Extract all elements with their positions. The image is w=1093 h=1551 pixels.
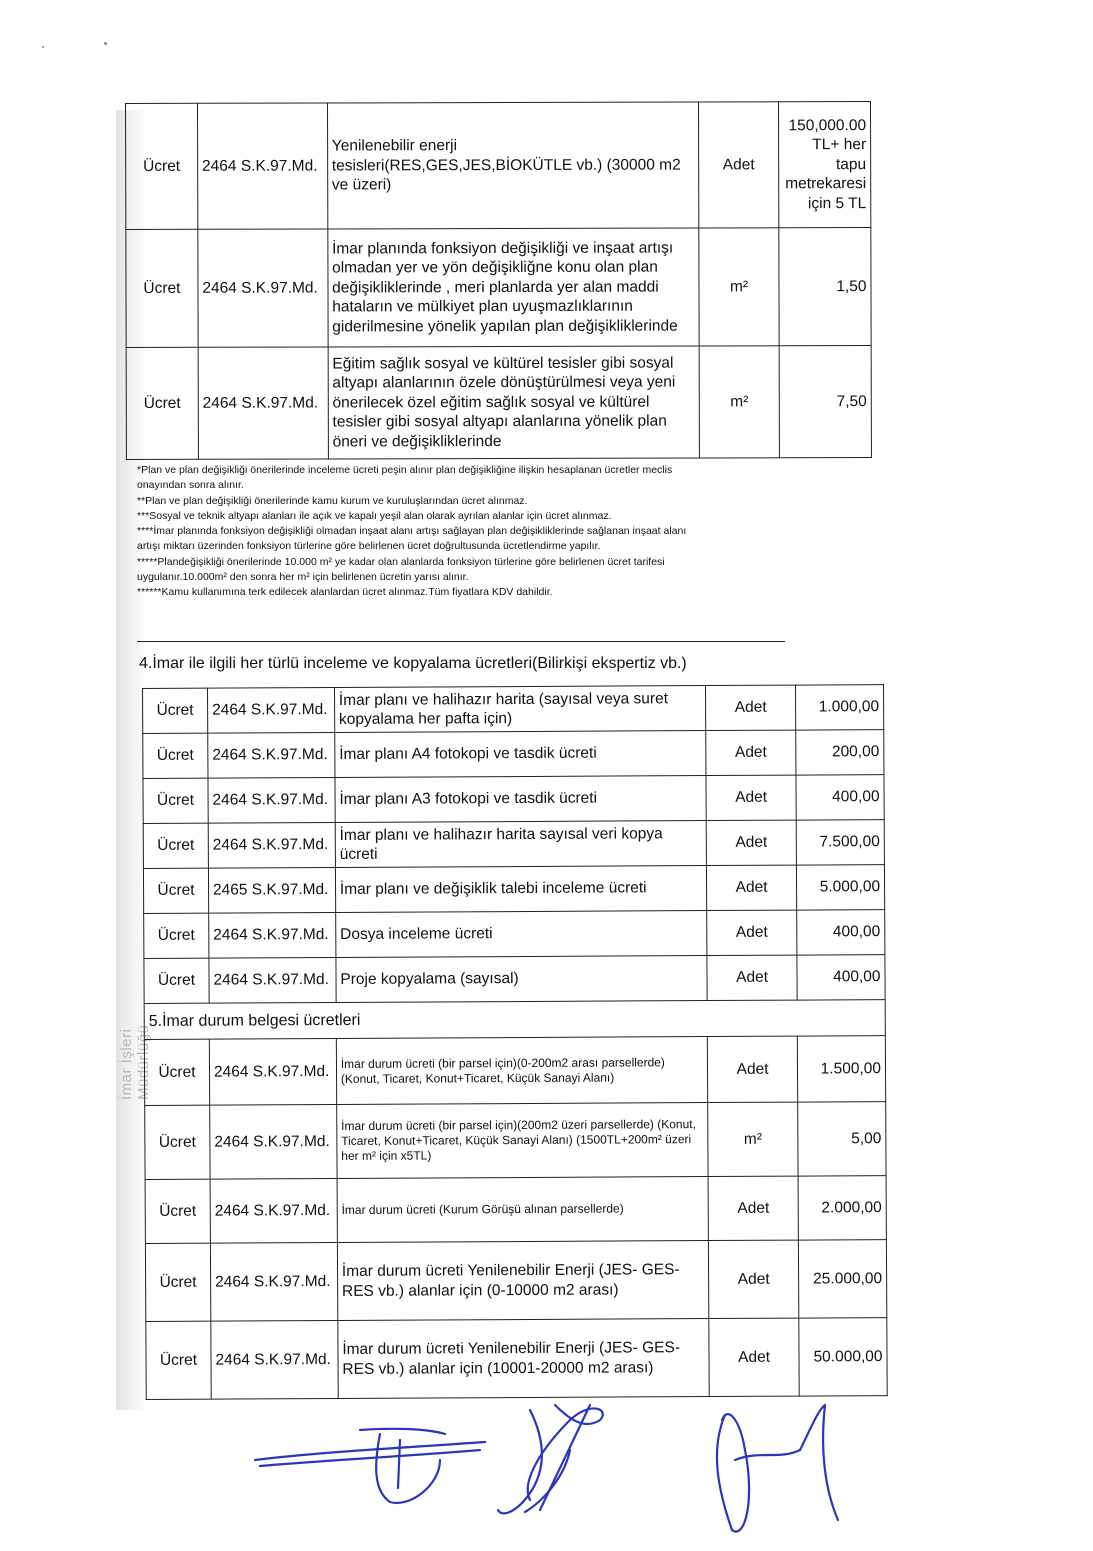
fee-unit: Adet [706, 730, 796, 775]
table-row [144, 1036, 885, 1106]
signature-middle [498, 1405, 603, 1513]
table-row [145, 1102, 886, 1180]
footnote-line: ******Kamu kullanımına terk edilecek alanlardan ücret alınmaz.Tüm fiyatlara KDV dahildir. [137, 586, 553, 599]
signature-left [255, 1429, 485, 1503]
fee-unit: Adet [707, 955, 797, 1000]
law-reference: 2464 S.K.97.Md. [209, 912, 336, 958]
fee-unit: m² [708, 1102, 798, 1176]
footnote-line: *****Plandeğişikliği önerilerinde 10.000 m² ye kadar olan alanlarda fonksiyon türlerine göre belirlenen ücret tarifesi [137, 555, 665, 568]
fee-type: Ücret [144, 958, 209, 1003]
fee-type: Ücret [144, 913, 209, 958]
law-reference: 2464 S.K.97.Md. [209, 1038, 336, 1105]
fee-amount: 25.000,00 [798, 1240, 886, 1318]
fee-description: Proje kopyalama (sayısal) [336, 956, 708, 1003]
fee-description: Eğitim sağlık sosyal ve kültürel tesisler gibi sosyal altyapı alanlarının özele dönüştürülmesi veya yeni önerilecek özel eğitim sağlık sosyal ve kültürel tesisler gibi sosyal altyapı alanlarına yönelik plan öneri ve değişikliklerinde [328, 346, 700, 459]
footnote-line: artışı miktarı üzerinden fonksiyon türlerine göre belirlenen ücret doğrultusunda ücretlendirme yapılır. [137, 540, 601, 553]
table-row [144, 910, 885, 959]
fee-type: Ücret [143, 688, 208, 733]
fee-unit: m² [699, 228, 779, 346]
table-row [126, 102, 871, 230]
fee-description: İmar planı A3 fotokopi ve tasdik ücreti [335, 776, 707, 823]
table-row [143, 820, 884, 869]
table-row [126, 346, 871, 460]
fee-type: Ücret [126, 229, 198, 347]
fee-type: Ücret [143, 823, 208, 868]
fee-unit: m² [699, 346, 779, 458]
footnote-line: onayından sonra alınır. [137, 479, 244, 492]
fee-amount: 150,000.00 TL+ her tapu metrekaresi için 5 TL [778, 102, 870, 228]
footnotes [137, 463, 787, 601]
fee-description: İmar planında fonksiyon değişikliği ve inşaat artışı olmadan yer ve yön değişikliğne konu olan plan değişikliklerinde , meri planlarda yer alan maddi hataların ve mülkiyet plan uyuşmazlıklarının giderilmesine yönelik yapılan plan değişikliklerinde [328, 228, 700, 347]
fee-unit: Adet [706, 775, 796, 820]
fee-unit: Adet [707, 865, 797, 910]
divider [137, 641, 785, 642]
law-reference: 2464 S.K.97.Md. [198, 347, 328, 459]
fee-unit: Adet [699, 102, 779, 228]
law-reference: 2464 S.K.97.Md. [210, 1178, 337, 1243]
footnote-line: *Plan ve plan değişikliği önerilerinde inceleme ücreti peşin alınır plan değişikliğine ilişkin hesaplanan ücretler meclis [137, 464, 673, 476]
law-reference: 2464 S.K.97.Md. [210, 1242, 337, 1321]
fee-unit: Adet [708, 1176, 798, 1240]
fee-description: İmar durum ücreti (Kurum Görüşü alınan parsellerde) [337, 1177, 709, 1243]
fee-type: Ücret [143, 868, 208, 913]
footnote-line: ***Sosyal ve teknik altyapı alanları ile açık ve kapalı yeşil alan olarak ayrılan alanlar için ücret alınmaz. [137, 509, 612, 522]
stamp-vertical-text: İmar İşleri Müdürlüğü [118, 1024, 152, 1100]
footnote-line: uygulanır.10.000m² den sonra her m² için belirlenen ücretin yarısı alınır. [137, 571, 469, 584]
table-row [143, 775, 884, 824]
fee-description: Yenilenebilir enerji tesisleri(RES,GES,JES,BİOKÜTLE vb.) (30000 m2 ve üzeri) [327, 102, 699, 229]
fee-type: Ücret [146, 1321, 211, 1399]
fee-unit: Adet [709, 1318, 799, 1396]
fee-type: Ücret [145, 1105, 210, 1179]
fee-type: Ücret [143, 778, 208, 823]
law-reference: 2464 S.K.97.Md. [207, 687, 334, 733]
table-row [146, 1318, 887, 1400]
footnote-line: **Plan ve plan değişikliği önerilerinde kamu kurum ve kuruluşlarından ücret alınmaz. [137, 494, 528, 507]
law-reference: 2464 S.K.97.Md. [197, 103, 327, 229]
fee-unit: Adet [706, 820, 796, 865]
table-row [144, 955, 885, 1004]
table-row [126, 228, 871, 348]
fee-amount: 50.000,00 [799, 1318, 887, 1396]
fee-description: İmar planı ve değişiklik talebi inceleme ücreti [335, 866, 707, 913]
signatures [240, 1390, 860, 1540]
fee-amount: 400,00 [797, 955, 885, 1000]
fee-type: Ücret [145, 1179, 210, 1243]
fee-amount: 400,00 [797, 910, 885, 955]
fee-description: İmar planı ve halihazır harita (sayısal veya suret kopyalama her pafta için) [334, 686, 706, 733]
section-row [144, 1000, 885, 1040]
law-reference: 2464 S.K.97.Md. [209, 957, 336, 1003]
fee-amount: 1,50 [779, 228, 871, 346]
fee-amount: 7,50 [779, 346, 871, 458]
table-row [143, 865, 884, 914]
fee-amount: 1.500,00 [797, 1036, 885, 1102]
fee-description: İmar durum ücreti Yenilenebilir Enerji (JES- GES-RES vb.) alanlar için (0-10000 m2 arası) [337, 1241, 709, 1321]
fee-type: Ücret [126, 103, 198, 229]
fee-unit: Adet [706, 685, 796, 730]
law-reference: 2464 S.K.97.Md. [211, 1320, 338, 1399]
law-reference: 2464 S.K.97.Md. [208, 822, 335, 868]
fee-amount: 1.000,00 [795, 685, 883, 730]
section-4-title: 4.İmar ile ilgili her türlü inceleme ve kopyalama ücretleri(Bilirkişi ekspertiz vb.) [139, 655, 687, 672]
fee-unit: Adet [709, 1240, 799, 1318]
signature-right [717, 1405, 838, 1532]
table-row [145, 1240, 886, 1322]
fee-amount: 5,00 [798, 1102, 886, 1176]
fee-unit: Adet [707, 910, 797, 955]
fee-unit: Adet [707, 1036, 797, 1102]
fee-description: İmar durum ücreti (bir parsel için)(0-200m2 arası parsellerde) (Konut, Ticaret, Konut+Ticaret, Küçük Sanayi Alanı) [336, 1037, 708, 1105]
scan-speck [104, 42, 107, 45]
fee-description: İmar durum ücreti (bir parsel için)(200m2 üzeri parsellerde) (Konut, Ticaret, Konut+Ticaret, Küçük Sanayi Alanı) (1500TL+200m² üzeri her m² için x5TL) [337, 1103, 709, 1179]
law-reference: 2464 S.K.97.Md. [210, 1104, 337, 1179]
law-reference: 2465 S.K.97.Md. [208, 867, 335, 913]
section-5-title: 5.İmar durum belgesi ücretleri [144, 1000, 885, 1040]
footnote-line: ****İmar planında fonksiyon değişikliği olmadan inşaat alanı artışı sağlayan plan değişikliklerinde sağlanan inşaat alanı [137, 525, 687, 538]
fee-description: Dosya inceleme ücreti [336, 911, 708, 958]
fee-table-plan-changes [125, 101, 872, 460]
fee-type: Ücret [144, 1039, 209, 1105]
table-row [143, 730, 884, 779]
fee-type: Ücret [126, 347, 198, 459]
fee-amount: 2.000,00 [798, 1176, 886, 1240]
law-reference: 2464 S.K.97.Md. [208, 777, 335, 823]
table-row [145, 1176, 886, 1244]
law-reference: 2464 S.K.97.Md. [198, 229, 328, 347]
law-reference: 2464 S.K.97.Md. [208, 732, 335, 778]
table-row [143, 685, 884, 734]
fee-description: İmar planı ve halihazır harita sayısal veri kopya ücreti [335, 821, 707, 868]
fee-type: Ücret [143, 733, 208, 778]
fee-table-copy-and-zoning [142, 684, 888, 1400]
fee-amount: 7.500,00 [796, 820, 884, 865]
fee-amount: 200,00 [796, 730, 884, 775]
scan-speck [42, 46, 44, 48]
fee-amount: 5.000,00 [796, 865, 884, 910]
fee-type: Ücret [145, 1243, 210, 1321]
fee-amount: 400,00 [796, 775, 884, 820]
fee-description: İmar planı A4 fotokopi ve tasdik ücreti [335, 731, 707, 778]
fee-description: İmar durum ücreti Yenilenebilir Enerji (JES- GES-RES vb.) alanlar için (10001-20000 m2 arası) [338, 1319, 710, 1399]
